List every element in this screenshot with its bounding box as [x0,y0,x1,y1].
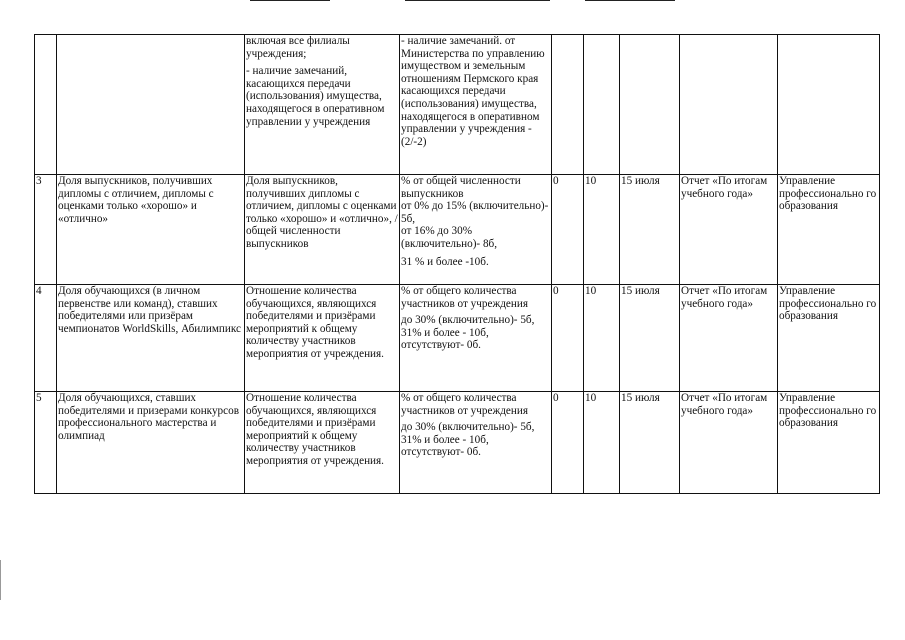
deadline-cell [620,35,680,175]
criteria-cell [400,175,552,285]
max-score-cell [584,35,620,175]
formula-cell [245,392,400,494]
deadline-cell: 15 июля [620,175,680,285]
row-number: 3 [35,175,57,285]
min-score-cell [552,35,584,175]
indicator-cell: Доля обучающихся (в личном первенстве или команд), ставших победителями или призёрам чемпионатов WorldSkills, Абилимпикс [57,285,245,392]
criteria-text: - наличие замечаний. от Министерства по управлению имуществом и земельным отношениям Пермского края касающихся передачи (использования) имущества, находящегося в оперативном управлении у учреждения - (2/-2) [401,35,545,148]
deadline-cell: 15 июля [620,285,680,392]
responsible-cell: Управление профессионально го образования [778,285,880,392]
responsible-cell: Управление профессионально го образования [778,175,880,285]
indicator-cell: Доля обучающихся, ставших победителями и призерами конкурсов профессионального мастерства и олимпиад [57,392,245,494]
max-score-cell: 10 [584,392,620,494]
formula-cell [245,35,400,175]
formula-text: Доля выпускников, получивших дипломы с отличием, дипломы с оценками только «хорошо» и «отлично», /общей численности выпускников [246,175,398,250]
criteria-cell [400,392,552,494]
criteria-text: до 30% (включительно)- 5б, [401,421,535,434]
formula-text: Отношение количества обучающихся, являющихся победителями и призёрами мероприятий к общему количеству участников мероприятия от учреждения. [246,285,384,360]
criteria-text: 31 % и более -10б. [401,255,489,268]
report-cell: Отчет «По итогам учебного года» [680,392,778,494]
report-cell: Отчет «По итогам учебного года» [680,175,778,285]
row-number: 4 [35,285,57,392]
criteria-text: % от общего количества участников от учреждения [401,392,528,417]
responsible-cell [778,35,880,175]
top-rule-left [250,0,330,1]
criteria-text: % от общего количества участников от учреждения [401,285,528,310]
formula-text: - наличие замечаний, касающихся передачи (использования) имущества, находящегося в оперативном управлении у учреждения [246,65,385,128]
report-cell [680,35,778,175]
criteria-text: отсутствуют- 0б. [401,339,481,352]
criteria-cell [400,35,552,175]
criteria-text: от 16% до 30% (включительно)- 8б, [401,225,498,250]
top-rule-right [585,0,675,1]
table-row [35,285,880,392]
table-row [35,175,880,285]
min-score-cell: 0 [552,392,584,494]
top-rule-center [405,0,550,1]
formula-cell [245,285,400,392]
indicator-cell [57,35,245,175]
row-number [35,35,57,175]
formula-cell [245,175,400,285]
max-score-cell: 10 [584,285,620,392]
criteria-table [34,34,880,494]
criteria-text: 31% и более - 10б, [401,326,489,339]
criteria-text: до 30% (включительно)- 5б, [401,314,535,327]
deadline-cell: 15 июля [620,392,680,494]
row-number: 5 [35,392,57,494]
min-score-cell: 0 [552,285,584,392]
scan-edge-mark [0,560,1,600]
formula-text: Отношение количества обучающихся, являющихся победителями и призёрами мероприятий к общему количеству участников мероприятия от учреждения. [246,392,384,467]
criteria-text: % от общей численности выпускников [401,175,521,200]
criteria-text: от 0% до 15% (включительно)- 5б, [401,200,549,225]
report-cell: Отчет «По итогам учебного года» [680,285,778,392]
table-row [35,35,880,175]
criteria-text: 31% и более - 10б, [401,433,489,446]
max-score-cell: 10 [584,175,620,285]
responsible-cell: Управление профессионально го образования [778,392,880,494]
min-score-cell: 0 [552,175,584,285]
formula-text: включая все филиалы учреждения; [246,35,350,60]
table-row [35,392,880,494]
criteria-cell [400,285,552,392]
indicator-cell: Доля выпускников, получивших дипломы с отличием, дипломы с оценками только «хорошо» и «отлично» [57,175,245,285]
criteria-text: отсутствуют- 0б. [401,446,481,459]
